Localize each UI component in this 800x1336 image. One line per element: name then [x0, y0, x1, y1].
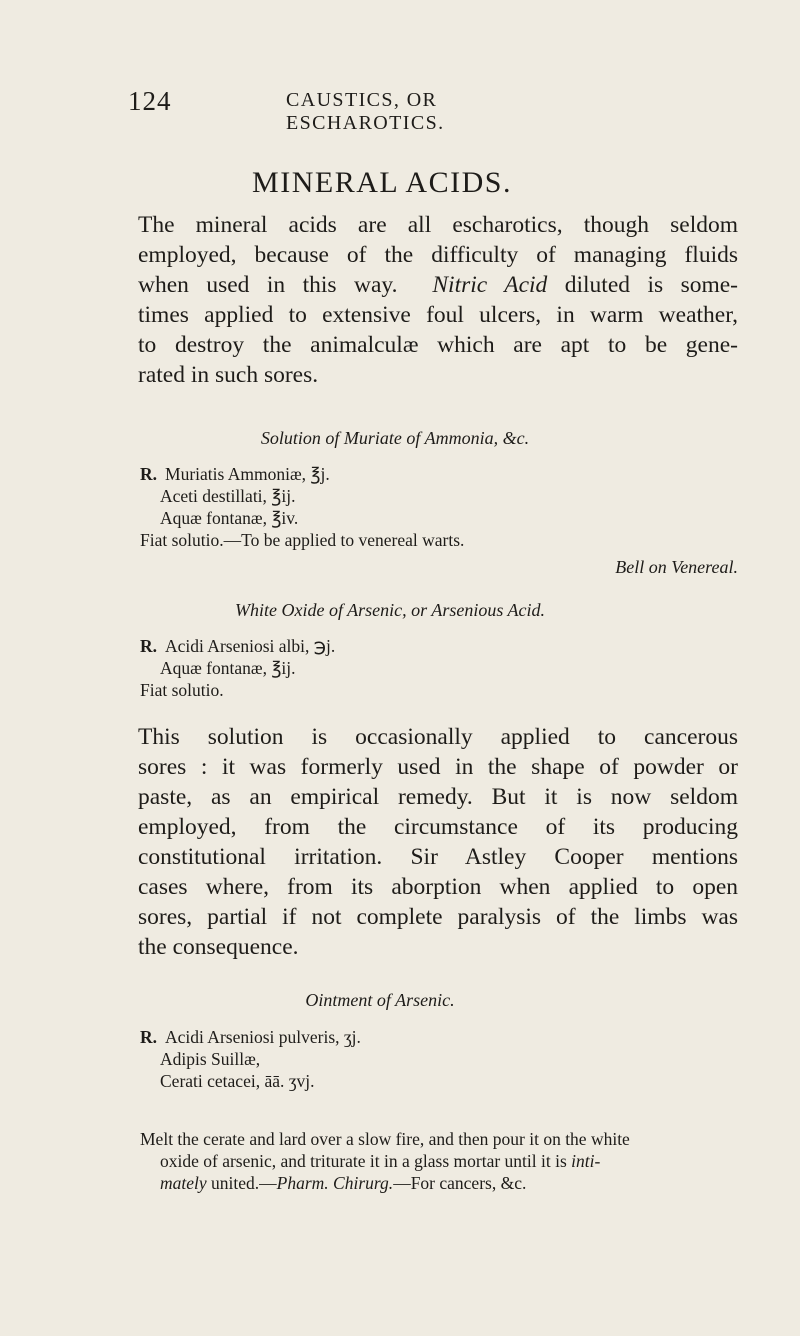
recipe-directions: Fiat solutio.—To be applied to venereal warts. — [140, 530, 465, 550]
section-heading-text: MINERAL ACIDS. — [252, 166, 512, 199]
recipe-title — [0, 428, 800, 449]
recipe-line — [140, 1026, 361, 1048]
ingredient: Acidi Arseniosi albi, ℈j. — [165, 636, 336, 656]
paragraph-line: employed, because of the difficulty of managing fluids — [138, 242, 738, 268]
ingredient: Cerati cetacei, āā. ʒvj. — [160, 1071, 315, 1091]
attribution: Bell on Venereal. — [615, 557, 738, 577]
intro-paragraph — [138, 210, 738, 390]
paragraph-line: The mineral acids are all escharotics, though seldom — [138, 212, 738, 238]
method-paragraph — [140, 1128, 740, 1194]
section-heading — [0, 166, 800, 200]
recipe-symbol: R. — [140, 1027, 158, 1047]
recipe-symbol: R. — [140, 464, 158, 484]
ingredient: Adipis Suillæ, — [160, 1049, 261, 1069]
paragraph-line: times applied to extensive foul ulcers, in warm weather, — [138, 302, 738, 328]
method-italic: Pharm. Chirurg. — [276, 1173, 394, 1193]
paragraph-line: employed, from the circumstance of its producing — [138, 814, 738, 840]
method-text: —For cancers, &c. — [393, 1173, 527, 1193]
paragraph-line: sores, partial if not complete paralysis of the limbs was — [138, 904, 738, 930]
recipe-line — [140, 635, 335, 657]
recipe-title — [0, 990, 800, 1011]
method-italic: inti- — [571, 1151, 601, 1171]
paragraph-line: sores : it was formerly used in the shape of powder or — [138, 754, 738, 780]
method-italic: mately — [160, 1173, 207, 1193]
paragraph-text: when used in this way. — [138, 272, 398, 298]
recipe-title — [0, 600, 800, 621]
recipe-block — [140, 635, 335, 701]
paragraph-line: rated in such sores. — [138, 362, 319, 388]
italic-term: Nitric Acid — [432, 272, 548, 298]
page-number: 124 — [128, 86, 172, 116]
recipe-block — [140, 1026, 361, 1092]
ingredient: Acidi Arseniosi pulveris, ʒj. — [165, 1027, 361, 1047]
ingredient: Aceti destillati, ℥ij. — [160, 486, 296, 506]
method-text: oxide of arsenic, and triturate it in a glass mortar until it is — [160, 1151, 567, 1171]
running-head — [128, 86, 598, 134]
ingredient: Aquæ fontanæ, ℥iv. — [160, 508, 299, 528]
paragraph-line: This solution is occasionally applied to cancerous — [138, 724, 738, 750]
paragraph-line: constitutional irritation. Sir Astley Cooper mentions — [138, 844, 738, 870]
recipe-title-text: White Oxide of Arsenic, or Arsenious Acid. — [235, 600, 545, 620]
paragraph-line: the consequence. — [138, 934, 299, 960]
recipe-title-text: Ointment of Arsenic. — [305, 990, 455, 1010]
method-line — [140, 1150, 740, 1172]
commentary-paragraph — [138, 722, 738, 962]
method-text: united.— — [211, 1173, 277, 1193]
paragraph-line — [138, 270, 738, 300]
recipe-symbol: R. — [140, 636, 158, 656]
paragraph-text: diluted is some- — [564, 272, 739, 298]
ingredient: Muriatis Ammoniæ, ℥j. — [165, 464, 330, 484]
recipe-block — [140, 463, 464, 551]
paragraph-line: paste, as an empirical remedy. But it is now seldom — [138, 784, 738, 810]
recipe-directions: Fiat solutio. — [140, 680, 224, 700]
paragraph-line: cases where, from its aborption when applied to open — [138, 874, 738, 900]
recipe-line — [140, 463, 464, 485]
method-line — [140, 1172, 740, 1194]
running-title: CAUSTICS, OR ESCHAROTICS. — [286, 89, 445, 134]
ingredient: Aquæ fontanæ, ℥ij. — [160, 658, 296, 678]
paragraph-line: to destroy the animalculæ which are apt to be gene- — [138, 332, 738, 358]
method-line: Melt the cerate and lard over a slow fire, and then pour it on the white — [140, 1129, 630, 1149]
recipe-title-text: Solution of Muriate of Ammonia, &c. — [260, 428, 530, 448]
